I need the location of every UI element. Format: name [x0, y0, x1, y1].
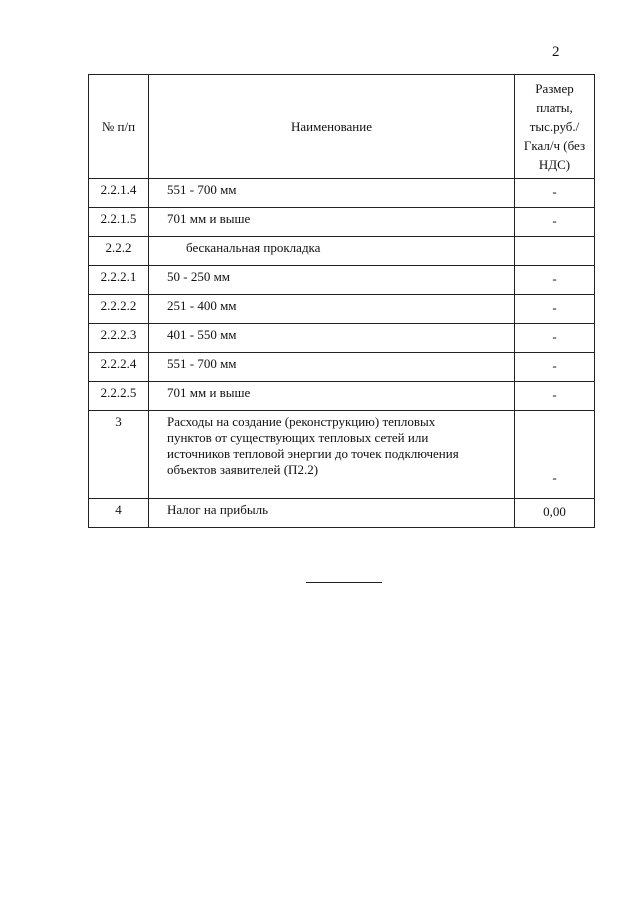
- row-value: -: [515, 266, 595, 295]
- row-name: 251 - 400 мм: [149, 295, 515, 324]
- row-number: 2.2.2.2: [89, 295, 149, 324]
- row-value: -: [515, 382, 595, 411]
- table-row: [89, 208, 595, 237]
- row-value: 0,00: [515, 499, 595, 528]
- table-row: [89, 324, 595, 353]
- row-name: 551 - 700 мм: [149, 353, 515, 382]
- table-row: [89, 499, 595, 528]
- row-name: 701 мм и выше: [149, 208, 515, 237]
- table-row: [89, 179, 595, 208]
- row-name-line: пунктов от существующих тепловых сетей или: [167, 430, 429, 445]
- header-fee-size-line: тыс.руб./: [529, 119, 580, 134]
- row-value: -: [515, 411, 595, 499]
- fee-table: [88, 74, 595, 528]
- row-name: 401 - 550 мм: [149, 324, 515, 353]
- page-number: 2: [552, 44, 560, 60]
- row-name: 50 - 250 мм: [149, 266, 515, 295]
- table-row: [89, 237, 595, 266]
- header-fee-size-line: НДС): [538, 157, 571, 172]
- row-name: 551 - 700 мм: [149, 179, 515, 208]
- row-name-line: Расходы на создание (реконструкцию) тепловых: [167, 414, 436, 429]
- table-row: [89, 411, 595, 499]
- row-value: -: [515, 208, 595, 237]
- row-number: 2.2.2.1: [89, 266, 149, 295]
- row-name: 701 мм и выше: [149, 382, 515, 411]
- row-value: -: [515, 324, 595, 353]
- table-row: [89, 353, 595, 382]
- header-fee-size-line: платы,: [536, 100, 573, 115]
- row-name: [149, 411, 515, 499]
- end-divider-line: [306, 582, 382, 583]
- row-name-line: источников тепловой энергии до точек подключения: [167, 446, 459, 461]
- row-number: 4: [89, 499, 149, 528]
- row-name-line: объектов заявителей (П2.2): [167, 462, 319, 477]
- header-fee-size-line: Гкал/ч (без: [523, 138, 586, 153]
- header-fee-size-line: Размер: [535, 81, 574, 96]
- row-number: 2.2.1.5: [89, 208, 149, 237]
- row-number: 2.2.2: [89, 237, 149, 266]
- row-value: -: [515, 295, 595, 324]
- header-number: № п/п: [89, 75, 149, 179]
- row-value: -: [515, 353, 595, 382]
- row-value: [515, 237, 595, 266]
- table-row: [89, 295, 595, 324]
- header-name: Наименование: [149, 75, 515, 179]
- row-number: 2.2.2.5: [89, 382, 149, 411]
- row-name: Налог на прибыль: [149, 499, 515, 528]
- row-number: 3: [89, 411, 149, 499]
- header-fee-size: [515, 75, 595, 179]
- table-row: [89, 382, 595, 411]
- row-name: бесканальная прокладка: [149, 237, 515, 266]
- row-number: 2.2.2.3: [89, 324, 149, 353]
- row-number: 2.2.2.4: [89, 353, 149, 382]
- table-row: [89, 266, 595, 295]
- row-value: -: [515, 179, 595, 208]
- table-header-row: [89, 75, 595, 179]
- row-number: 2.2.1.4: [89, 179, 149, 208]
